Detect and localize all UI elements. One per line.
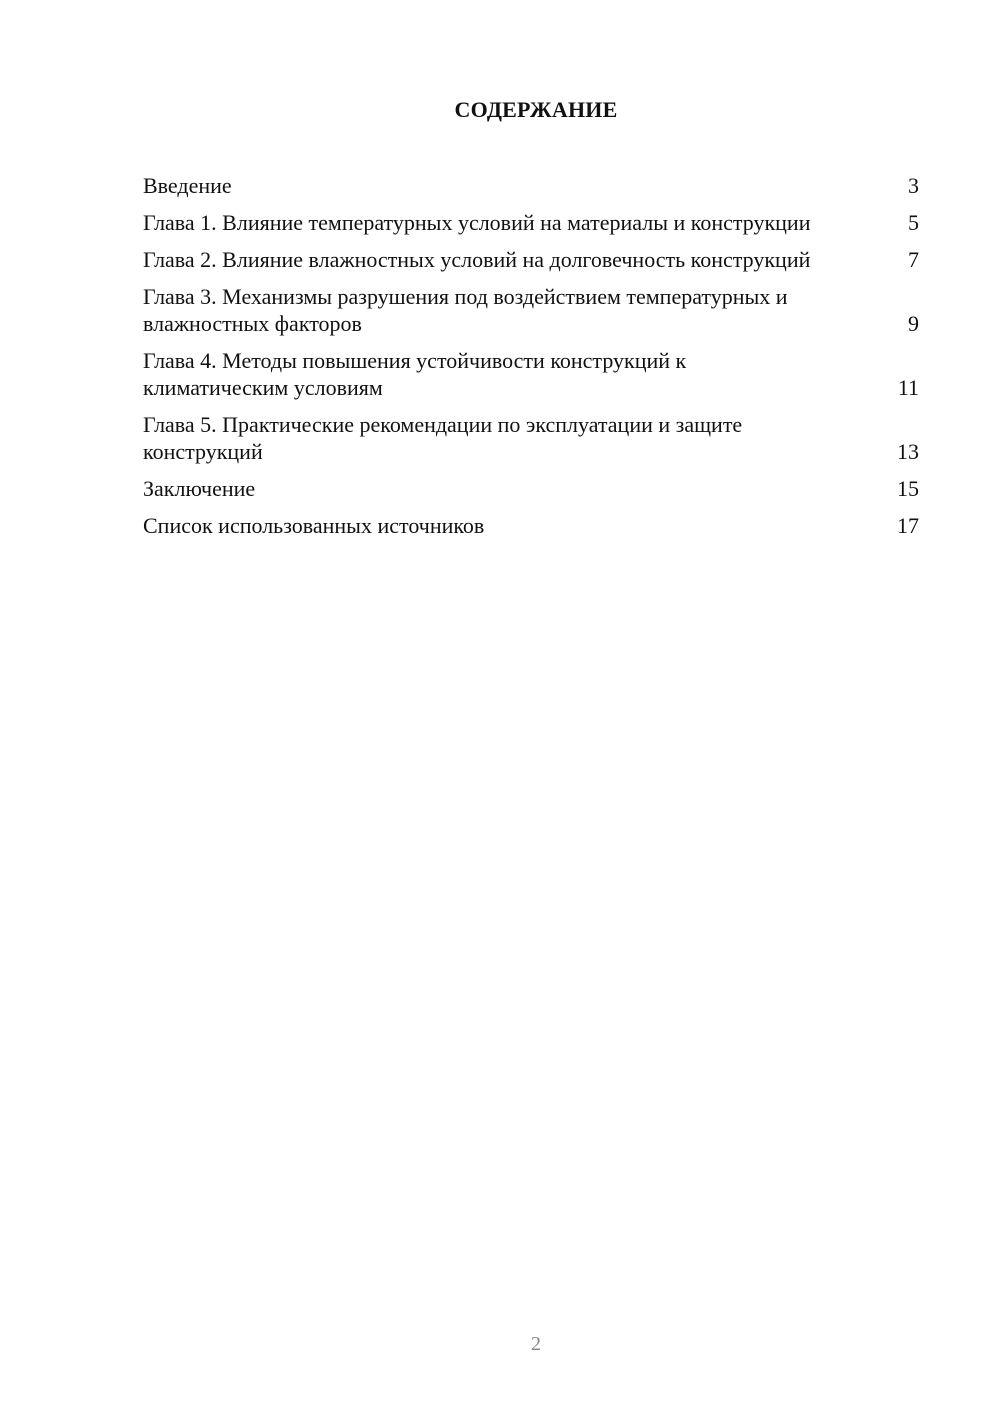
toc-entry-text: Глава 2. Влияние влажностных условий на долговечность конструкций [143, 247, 811, 272]
toc-entry-chapter-4[interactable] [143, 347, 919, 401]
toc-entry-text: Глава 3. Механизмы разрушения под воздействием температурных и влажностных факторов [143, 284, 788, 336]
toc-entry-chapter-3[interactable] [143, 283, 919, 337]
table-of-contents [143, 172, 919, 549]
toc-entry-chapter-5[interactable] [143, 411, 919, 465]
toc-entry-page: 5 [908, 210, 919, 235]
toc-entry-introduction[interactable] [143, 172, 919, 199]
toc-entry-text: Заключение [143, 476, 256, 501]
toc-entry-page: 13 [897, 439, 919, 464]
toc-entry-page: 7 [908, 247, 919, 272]
toc-entry-text: Список использованных источников [143, 513, 485, 538]
toc-entry-chapter-1[interactable] [143, 209, 919, 236]
toc-entry-conclusion[interactable] [143, 475, 919, 502]
toc-title: СОДЕРЖАНИЕ [454, 97, 618, 122]
toc-entry-page: 9 [908, 311, 919, 336]
toc-entry-page: 3 [908, 173, 919, 198]
toc-entry-page: 11 [897, 375, 919, 400]
page-number: 2 [531, 1333, 541, 1355]
toc-entry-text: Глава 1. Влияние температурных условий на материалы и конструкции [143, 210, 811, 235]
toc-entry-text: Глава 4. Методы повышения устойчивости конструкций к климатическим условиям [143, 348, 687, 400]
toc-entry-chapter-2[interactable] [143, 246, 919, 273]
toc-entry-text: Введение [143, 173, 232, 198]
toc-entry-page: 15 [897, 476, 919, 501]
toc-entry-references[interactable] [143, 512, 919, 539]
toc-entry-page: 17 [897, 513, 919, 538]
toc-entry-text: Глава 5. Практические рекомендации по эксплуатации и защите конструкций [143, 412, 743, 464]
